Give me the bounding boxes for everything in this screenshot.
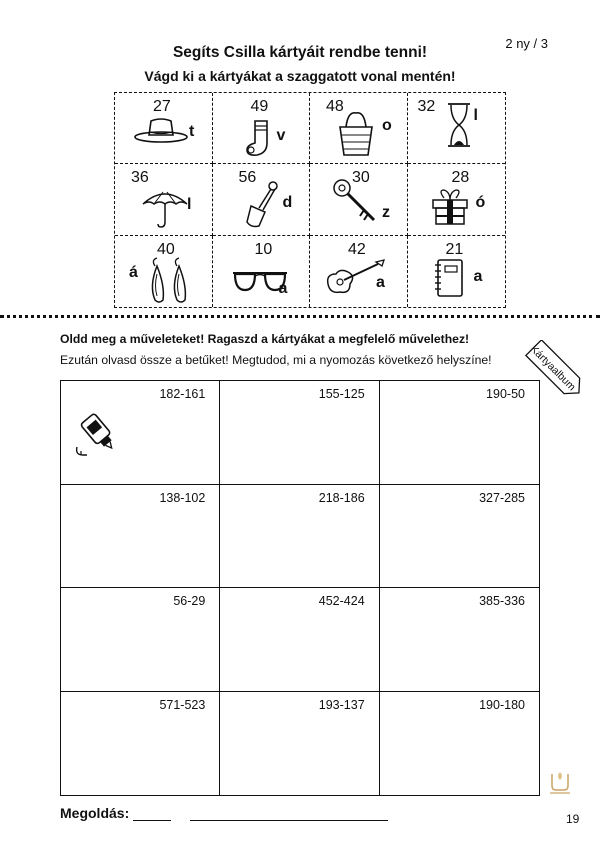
card-letter: a bbox=[278, 279, 288, 297]
operation-cell[interactable] bbox=[380, 588, 539, 692]
card-28[interactable] bbox=[408, 164, 506, 235]
page-title: Segíts Csilla kártyáit rendbe tenni! bbox=[172, 44, 428, 61]
umbrella-icon bbox=[141, 188, 192, 230]
operation-cell[interactable] bbox=[61, 692, 220, 796]
card-56[interactable] bbox=[213, 164, 311, 235]
page-subtitle: Vágd ki a kártyákat a szaggatott vonal mentén! bbox=[144, 68, 456, 84]
card-number: 21 bbox=[445, 240, 464, 258]
operation-label: 452-424 bbox=[318, 594, 365, 608]
hourglass-icon bbox=[446, 101, 472, 149]
solution-label: Megoldás: bbox=[60, 805, 130, 821]
card-number: 40 bbox=[157, 240, 175, 258]
operation-cell[interactable] bbox=[220, 588, 379, 692]
card-letter: ó bbox=[475, 194, 486, 212]
operation-label: 385-336 bbox=[479, 594, 525, 608]
card-49[interactable] bbox=[213, 93, 311, 164]
card-number: 48 bbox=[326, 98, 344, 115]
operation-label: 190-180 bbox=[479, 697, 525, 712]
page-code: 2 ny / 3 bbox=[505, 36, 548, 51]
card-letter: t bbox=[189, 123, 195, 140]
solution-blank-short[interactable] bbox=[133, 820, 171, 821]
page-number: 19 bbox=[566, 812, 580, 826]
album-tag-label: Kártyaalbum bbox=[527, 343, 578, 394]
operation-label: 190-50 bbox=[486, 387, 525, 401]
card-number: 10 bbox=[254, 240, 273, 258]
card-sheet bbox=[114, 92, 506, 308]
card-number: 49 bbox=[250, 98, 269, 115]
card-42[interactable] bbox=[310, 236, 408, 307]
card-letter: l bbox=[473, 107, 478, 124]
bag-icon bbox=[336, 109, 376, 159]
card-letter: o bbox=[382, 117, 392, 134]
card-letter: z bbox=[382, 204, 390, 222]
card-number: 36 bbox=[131, 169, 149, 187]
glue-bottle-icon bbox=[73, 411, 115, 457]
card-27[interactable] bbox=[115, 93, 213, 164]
operation-label: 56-29 bbox=[173, 594, 206, 608]
card-letter: v bbox=[276, 127, 286, 144]
shovel-icon bbox=[241, 180, 281, 230]
operation-label: 571-523 bbox=[159, 697, 206, 712]
operation-label: 218-186 bbox=[318, 490, 365, 505]
hat-icon bbox=[133, 115, 189, 145]
card-number: 42 bbox=[348, 240, 366, 258]
operation-cell[interactable] bbox=[61, 485, 220, 589]
operation-cell[interactable] bbox=[61, 588, 220, 692]
card-48[interactable] bbox=[310, 93, 408, 164]
publisher-logo-icon bbox=[546, 768, 574, 796]
card-21[interactable] bbox=[408, 236, 506, 307]
card-letter: á bbox=[129, 263, 138, 281]
notebook-icon bbox=[432, 258, 466, 300]
card-number: 56 bbox=[238, 169, 257, 187]
operation-label: 138-102 bbox=[159, 490, 206, 505]
key-icon bbox=[330, 178, 380, 226]
operation-cell[interactable] bbox=[220, 381, 379, 485]
operation-cell[interactable] bbox=[380, 692, 539, 796]
card-number: 32 bbox=[417, 98, 436, 115]
operation-cell[interactable] bbox=[380, 381, 539, 485]
card-number: 27 bbox=[153, 98, 171, 115]
operation-label: 155-125 bbox=[318, 387, 365, 401]
operation-cell[interactable] bbox=[220, 485, 379, 589]
operation-cell[interactable] bbox=[220, 692, 379, 796]
operations-grid bbox=[60, 380, 540, 796]
cut-line bbox=[0, 315, 600, 318]
operation-label: 327-285 bbox=[479, 490, 525, 505]
card-10[interactable] bbox=[213, 236, 311, 307]
card-36[interactable] bbox=[115, 164, 213, 235]
card-30[interactable] bbox=[310, 164, 408, 235]
solution-blank-long[interactable] bbox=[190, 820, 388, 821]
earrings-icon bbox=[147, 256, 193, 306]
card-letter: a bbox=[473, 267, 483, 285]
instruction-secondary: Ezután olvasd össze a betűket! Megtudod, mi a nyomozás következő helyszíne! bbox=[60, 353, 492, 367]
operation-label: 182-161 bbox=[159, 387, 206, 401]
card-letter: d bbox=[282, 194, 293, 212]
card-number: 28 bbox=[451, 169, 470, 187]
card-40[interactable] bbox=[115, 236, 213, 307]
gift-icon bbox=[430, 188, 470, 228]
sock-icon bbox=[243, 119, 273, 159]
instruction-primary: Oldd meg a műveleteket! Ragaszd a kártyákat a megfelelő művelethez! bbox=[60, 332, 470, 346]
card-number: 30 bbox=[352, 169, 370, 187]
operation-cell[interactable] bbox=[61, 381, 220, 485]
card-32[interactable] bbox=[408, 93, 506, 164]
operation-cell[interactable] bbox=[380, 485, 539, 589]
operation-label: 193-137 bbox=[318, 697, 365, 712]
card-letter: a bbox=[376, 273, 385, 291]
card-letter: l bbox=[187, 196, 192, 214]
